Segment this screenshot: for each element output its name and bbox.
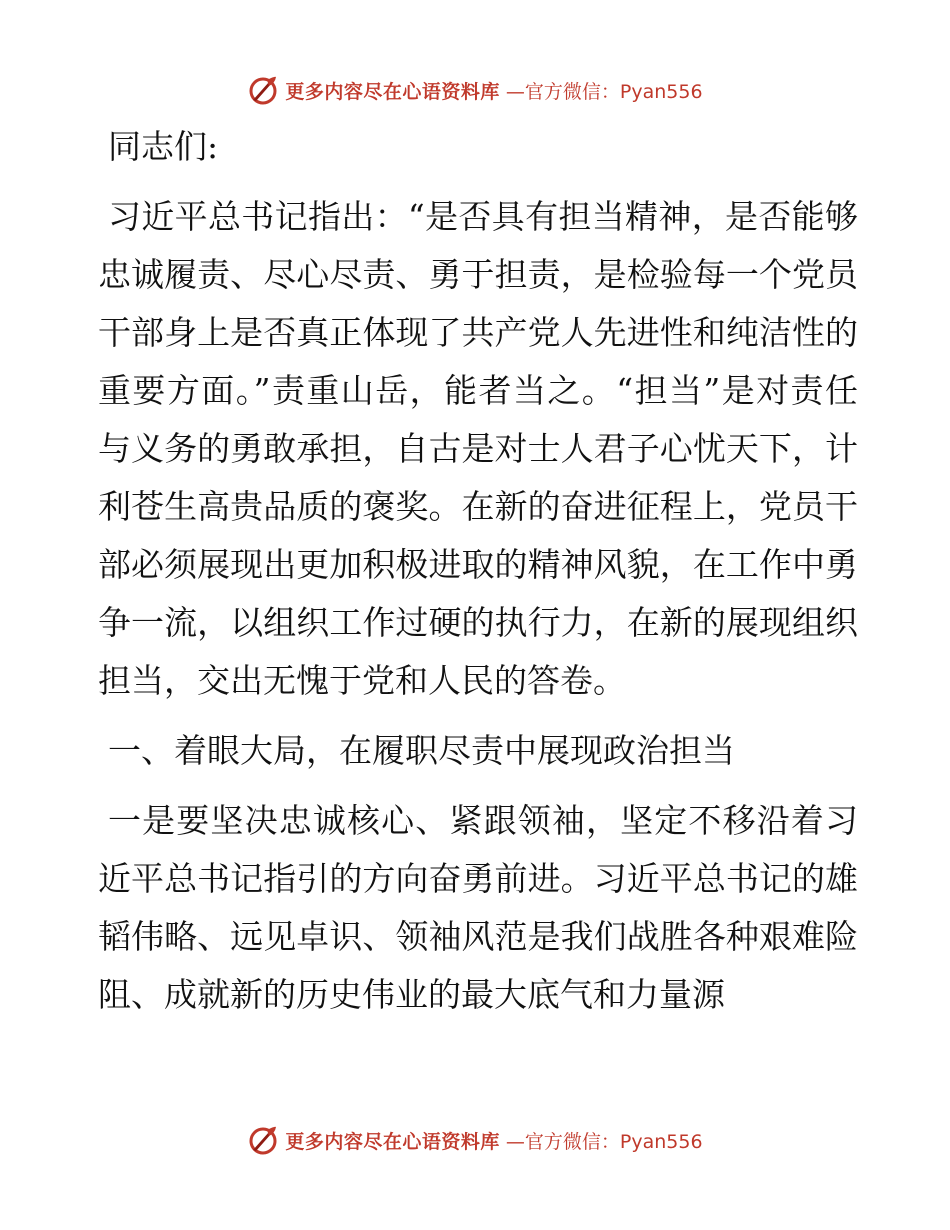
- banner-brand-text: 更多内容尽在心语资料库: [285, 80, 500, 103]
- salutation: 同志们:: [108, 127, 219, 166]
- section-heading: 一、着眼大局，在履职尽责中展现政治担当: [108, 731, 735, 770]
- banner-wechat-text: —官方微信：Pyan556: [505, 1130, 703, 1153]
- document-body: [98, 118, 858, 1036]
- header-banner: [0, 70, 950, 110]
- paragraph-point-one: 一是要坚决忠诚核心、紧跟领袖，坚定不移沿着习近平总书记指引的方向奋勇前进。习近平总书记的雄韬伟略、远见卓识、领袖风范是我们战胜各种艰难险阻、成就新的历史伟业的最大底气和力量源: [98, 801, 858, 1014]
- banner-wechat-text: —官方微信：Pyan556: [505, 80, 703, 103]
- feather-pen-logo-icon: [247, 1124, 279, 1156]
- banner-brand-text: 更多内容尽在心语资料库: [285, 1130, 500, 1153]
- paragraph-intro: 习近平总书记指出：“是否具有担当精神，是否能够忠诚履责、尽心尽责、勇于担责，是检验每一个党员干部身上是否真正体现了共产党人先进性和纯洁性的重要方面。”责重山岳，能者当之。“担当”是对责任与义务的勇敢承担，自古是对士人君子心忧天下，计利苍生高贵品质的褒奖。在新的奋进征程上，党员干部必须展现出更加积极进取的精神风貌，在工作中勇争一流，以组织工作过硬的执行力，在新的展现组织担当，交出无愧于党和人民的答卷。: [98, 197, 858, 700]
- feather-pen-logo-icon: [247, 74, 279, 106]
- footer-banner: [0, 1120, 950, 1160]
